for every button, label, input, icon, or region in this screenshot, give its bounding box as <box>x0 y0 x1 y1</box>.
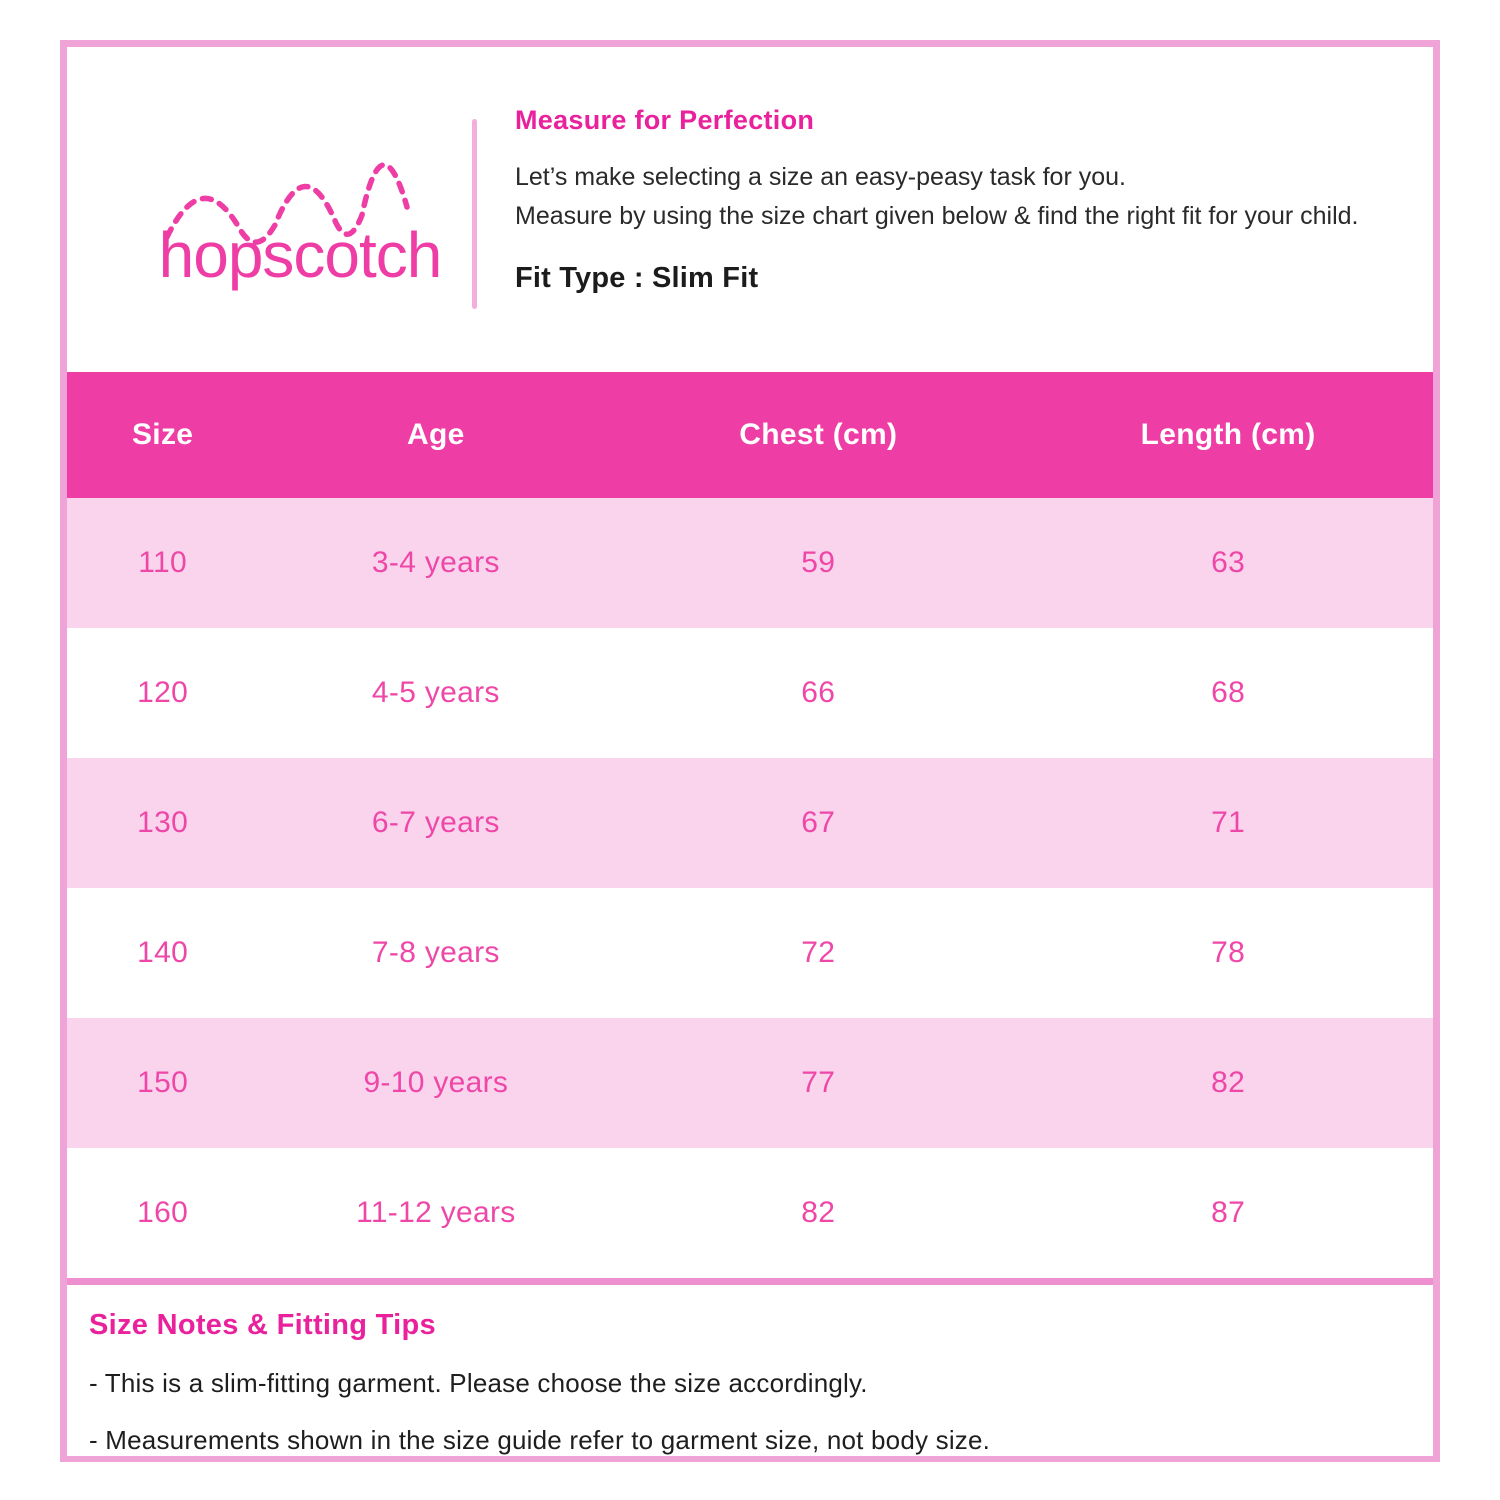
cell-chest: 82 <box>801 1196 836 1229</box>
table-row <box>67 498 1433 628</box>
intro-section <box>67 47 1433 372</box>
cell-chest: 66 <box>801 676 836 709</box>
table-row <box>67 758 1433 888</box>
cell-length: 87 <box>1211 1196 1246 1229</box>
cell-length: 68 <box>1211 676 1246 709</box>
vertical-divider <box>472 119 477 309</box>
notes-section <box>67 1278 1433 1456</box>
table-row <box>67 628 1433 758</box>
note-item: - Measurements shown in the size guide refer to garment size, not body size. <box>89 1425 991 1455</box>
table-row <box>67 1018 1433 1148</box>
intro-text-block <box>515 105 1363 295</box>
cell-age: 9-10 years <box>363 1066 509 1099</box>
cell-age: 3-4 years <box>371 546 500 579</box>
cell-size: 130 <box>137 806 189 839</box>
intro-heading: Measure for Perfection <box>515 105 815 135</box>
cell-length: 78 <box>1211 936 1246 969</box>
cell-age: 7-8 years <box>371 936 500 969</box>
cell-length: 82 <box>1211 1066 1246 1099</box>
column-header-age: Age <box>407 418 465 451</box>
cell-length: 71 <box>1211 806 1246 839</box>
cell-size: 120 <box>137 676 189 709</box>
logo-wordmark: hopscotch <box>158 219 442 291</box>
intro-line-1: Let’s make selecting a size an easy-peasy task for you. <box>515 163 1126 191</box>
table-row <box>67 1148 1433 1278</box>
table-header-row <box>67 372 1433 498</box>
cell-chest: 67 <box>801 806 836 839</box>
cell-chest: 72 <box>801 936 836 969</box>
cell-age: 11-12 years <box>356 1196 516 1229</box>
column-header-size: Size <box>132 418 194 451</box>
cell-size: 160 <box>137 1196 189 1229</box>
hopscotch-logo <box>145 125 455 310</box>
notes-heading: Size Notes & Fitting Tips <box>89 1309 436 1341</box>
column-header-chest: Chest (cm) <box>739 418 898 451</box>
size-table <box>67 372 1433 1278</box>
cell-age: 6-7 years <box>371 806 500 839</box>
cell-age: 4-5 years <box>371 676 500 709</box>
cell-size: 140 <box>137 936 189 969</box>
fit-type-label: Fit Type : Slim Fit <box>515 261 759 294</box>
cell-chest: 77 <box>801 1066 836 1099</box>
intro-line-2: Measure by using the size chart given below & find the right fit for your child. <box>515 201 1359 230</box>
column-header-length: Length (cm) <box>1140 418 1316 451</box>
cell-size: 150 <box>137 1066 189 1099</box>
cell-chest: 59 <box>801 546 836 579</box>
size-chart-frame <box>60 40 1440 1462</box>
table-row <box>67 888 1433 1018</box>
cell-length: 63 <box>1211 546 1246 579</box>
cell-size: 110 <box>138 546 187 579</box>
intro-body <box>515 158 1363 236</box>
note-item: - This is a slim-fitting garment. Please choose the size accordingly. <box>89 1368 868 1398</box>
